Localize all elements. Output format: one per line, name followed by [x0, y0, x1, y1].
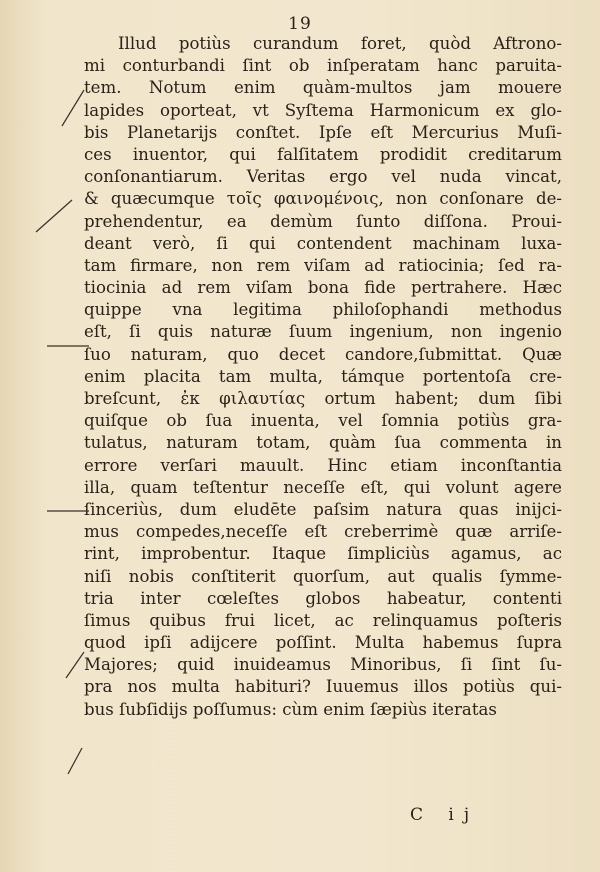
text-line: quippe vna legitima philoſophandi methodus: [84, 300, 562, 320]
text-line: tiocinia ad rem viſam bona fide pertrahere. Hæc: [84, 278, 562, 298]
page-number: 19: [288, 14, 312, 34]
margin-slash-mark: [62, 746, 88, 776]
text-line: breſcunt, ἐκ φιλαυτίας ortum habent; dum ſibi: [84, 389, 562, 408]
text-line: mi conturbandi ſint ob inſperatam hanc paruita-: [84, 56, 562, 76]
margin-dash-mark: [46, 343, 90, 349]
text-line: quod ipſi adijcere poſſint. Multa habemus ſupra: [84, 633, 562, 653]
text-line: Majores; quid inuideamus Minoribus, ſi ſint ſu-: [84, 655, 562, 675]
text-line: eſt, ſi quis naturæ ſuum ingenium, non ingenio: [84, 322, 562, 342]
text-line: ces inuentor, qui falſitatem prodidit creditarum: [84, 144, 562, 164]
text-line: ſuo naturam, quo decet candore,ſubmittat. Quæ: [84, 344, 562, 364]
text-line: tem. Notum enim quàm-multos jam mouere: [84, 78, 562, 98]
text-line: & quæcumque τοῖς φαινομένοις, non conſonare de-: [84, 189, 562, 209]
text-line: ſimus quibus frui licet, ac relinquamus poſteris: [84, 610, 562, 630]
text-line: bus ſubſidijs poſſumus: cùm enim ſæpiùs iteratas: [84, 699, 497, 719]
text-line: bis Planetarijs conſtet. Ipſe eſt Mercurius Muſi-: [84, 122, 562, 142]
text-line: mus compedes,neceſſe eſt creberrimè quæ arriſe-: [84, 522, 562, 542]
text-line: Illud potiùs curandum foret, quòd Aftrono-: [118, 34, 562, 53]
text-line: illa, quam teſtentur neceſſe eſt, qui volunt agere: [84, 477, 562, 497]
text-line: tulatus, naturam totam, quàm ſua commenta in: [84, 433, 562, 453]
margin-slash-mark: [34, 198, 74, 234]
text-line: conſonantiarum. Veritas ergo vel nuda vincat,: [84, 167, 562, 187]
text-line: ſinceriùs, dum eludēte paſsim natura quas inijci-: [84, 499, 562, 519]
text-line: tam firmare, non rem viſam ad ratiocinia; ſed ra-: [84, 255, 562, 275]
text-line: deant verò, ſi qui contendent machinam luxa-: [84, 233, 562, 253]
text-line: quiſque ob ſua inuenta, vel ſomnia potiùs gra-: [84, 411, 562, 431]
text-line: niſi nobis conſtiterit quorſum, aut qualis ſymme-: [84, 566, 562, 586]
text-line: pra nos multa habituri? Iuuemus illos potiùs qui-: [84, 677, 562, 697]
margin-slash-mark: [58, 88, 88, 128]
text-line: tria inter cœleſtes globos habeatur, contenti: [84, 588, 562, 608]
signature-mark: C ij: [410, 805, 480, 825]
text-line: enim placita tam multa, támque portentoſa cre-: [84, 366, 562, 386]
body-text: [84, 33, 562, 721]
text-line: lapides oporteat, vt Syſtema Harmonicum ex glo-: [84, 100, 562, 120]
text-line: prehendentur, ea demùm ſunto diſſona. Proui-: [84, 211, 562, 231]
margin-slash-mark: [62, 650, 88, 680]
text-line: errore verſari mauult. Hinc etiam inconſtantia: [84, 455, 562, 475]
text-line: rint, improbentur. Itaque ſimpliciùs agamus, ac: [84, 544, 562, 564]
margin-dash-mark: [46, 508, 90, 514]
